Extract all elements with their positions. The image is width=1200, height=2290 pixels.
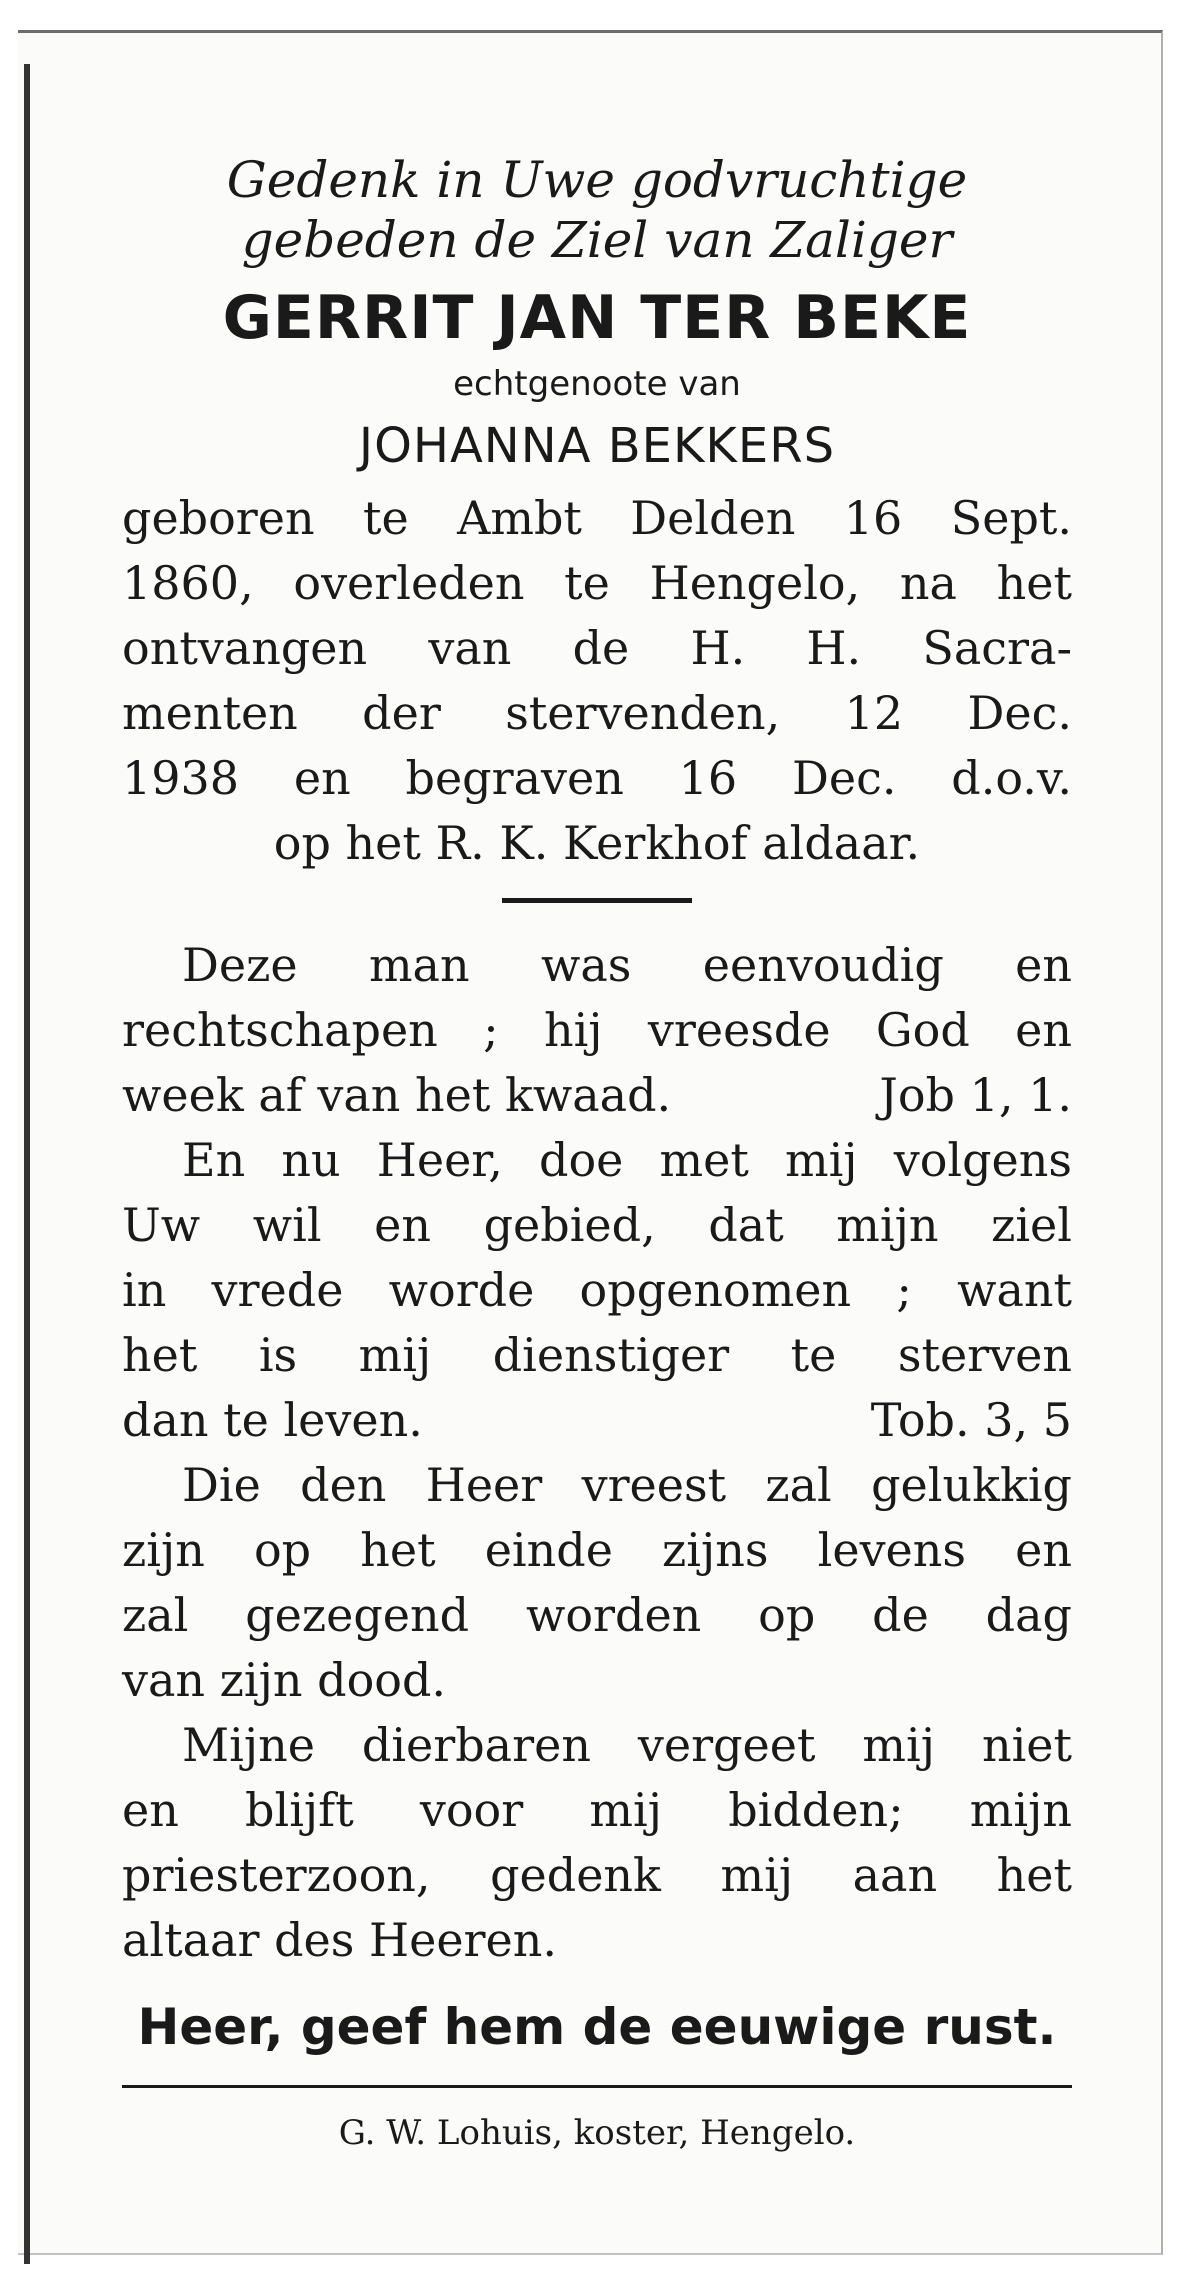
passage-last-line xyxy=(122,1388,1072,1453)
passage-text: week af van het kwaad. xyxy=(122,1068,672,1122)
passage-line: Uw wil en gebied, dat mijn ziel xyxy=(122,1198,1072,1252)
spouse-name: JOHANNA BEKKERS xyxy=(358,418,836,474)
passage-line: En nu Heer, doe met mij volgens xyxy=(182,1133,1072,1187)
passage-line: en blijft voor mij bidden; mijn xyxy=(122,1783,1072,1837)
passage-line: zijn op het einde zijns levens en xyxy=(122,1523,1072,1577)
intro-line-1: Gedenk in Uwe godvruchtige xyxy=(226,151,968,209)
bio-line: 1860, overleden te Hengelo, na het xyxy=(122,556,1072,610)
section-divider xyxy=(502,898,692,903)
left-border-rule xyxy=(24,64,30,2264)
bio-line: menten der stervenden, 12 Dec. xyxy=(122,686,1072,740)
passage-line: rechtschapen ; hij vreesde God en xyxy=(122,1003,1072,1057)
intro-line-2: gebeden de Ziel van Zaliger xyxy=(241,211,953,269)
passage-line: zal gezegend worden op de dag xyxy=(122,1588,1072,1642)
passage-job xyxy=(122,933,1072,1128)
passage-farewell xyxy=(122,1713,1072,1973)
bio-line: ontvangen van de H. H. Sacra- xyxy=(122,621,1072,675)
passage-text: dan te leven. xyxy=(122,1393,423,1447)
passage-line: priesterzoon, gedenk mij aan het xyxy=(122,1848,1072,1902)
passage-last-line: altaar des Heeren. xyxy=(122,1913,558,1967)
passage-last-line: van zijn dood. xyxy=(122,1653,447,1707)
scripture-citation: Job 1, 1. xyxy=(879,1068,1072,1122)
bio-line: 1938 en begraven 16 Dec. d.o.v. xyxy=(122,751,1072,805)
passage-tobit xyxy=(122,1128,1072,1453)
passage-line: in vrede worde opgenomen ; want xyxy=(122,1263,1072,1317)
biography xyxy=(122,486,1072,876)
passage-fear-of-lord xyxy=(122,1453,1072,1713)
passage-line: Mijne dierbaren vergeet mij niet xyxy=(182,1718,1072,1772)
passage-line: Die den Heer vreest zal gelukkig xyxy=(182,1458,1072,1512)
closing-prayer: Heer, geef hem de eeuwige rust. xyxy=(137,1998,1057,2056)
bio-last-line: op het R. K. Kerkhof aldaar. xyxy=(273,816,921,870)
printer-credit: G. W. Lohuis, koster, Hengelo. xyxy=(338,2113,856,2153)
spouse-label: echtgenoote van xyxy=(453,364,741,404)
bio-line: geboren te Ambt Delden 16 Sept. xyxy=(122,491,1072,545)
footer-divider xyxy=(122,2085,1072,2088)
passage-last-line xyxy=(122,1063,1072,1128)
passage-line: Deze man was eenvoudig en xyxy=(182,938,1072,992)
scripture-citation: Tob. 3, 5 xyxy=(870,1393,1072,1447)
card-content xyxy=(122,150,1072,2158)
passage-line: het is mij dienstiger te sterven xyxy=(122,1328,1072,1382)
deceased-name: GERRIT JAN TER BEKE xyxy=(222,283,972,353)
